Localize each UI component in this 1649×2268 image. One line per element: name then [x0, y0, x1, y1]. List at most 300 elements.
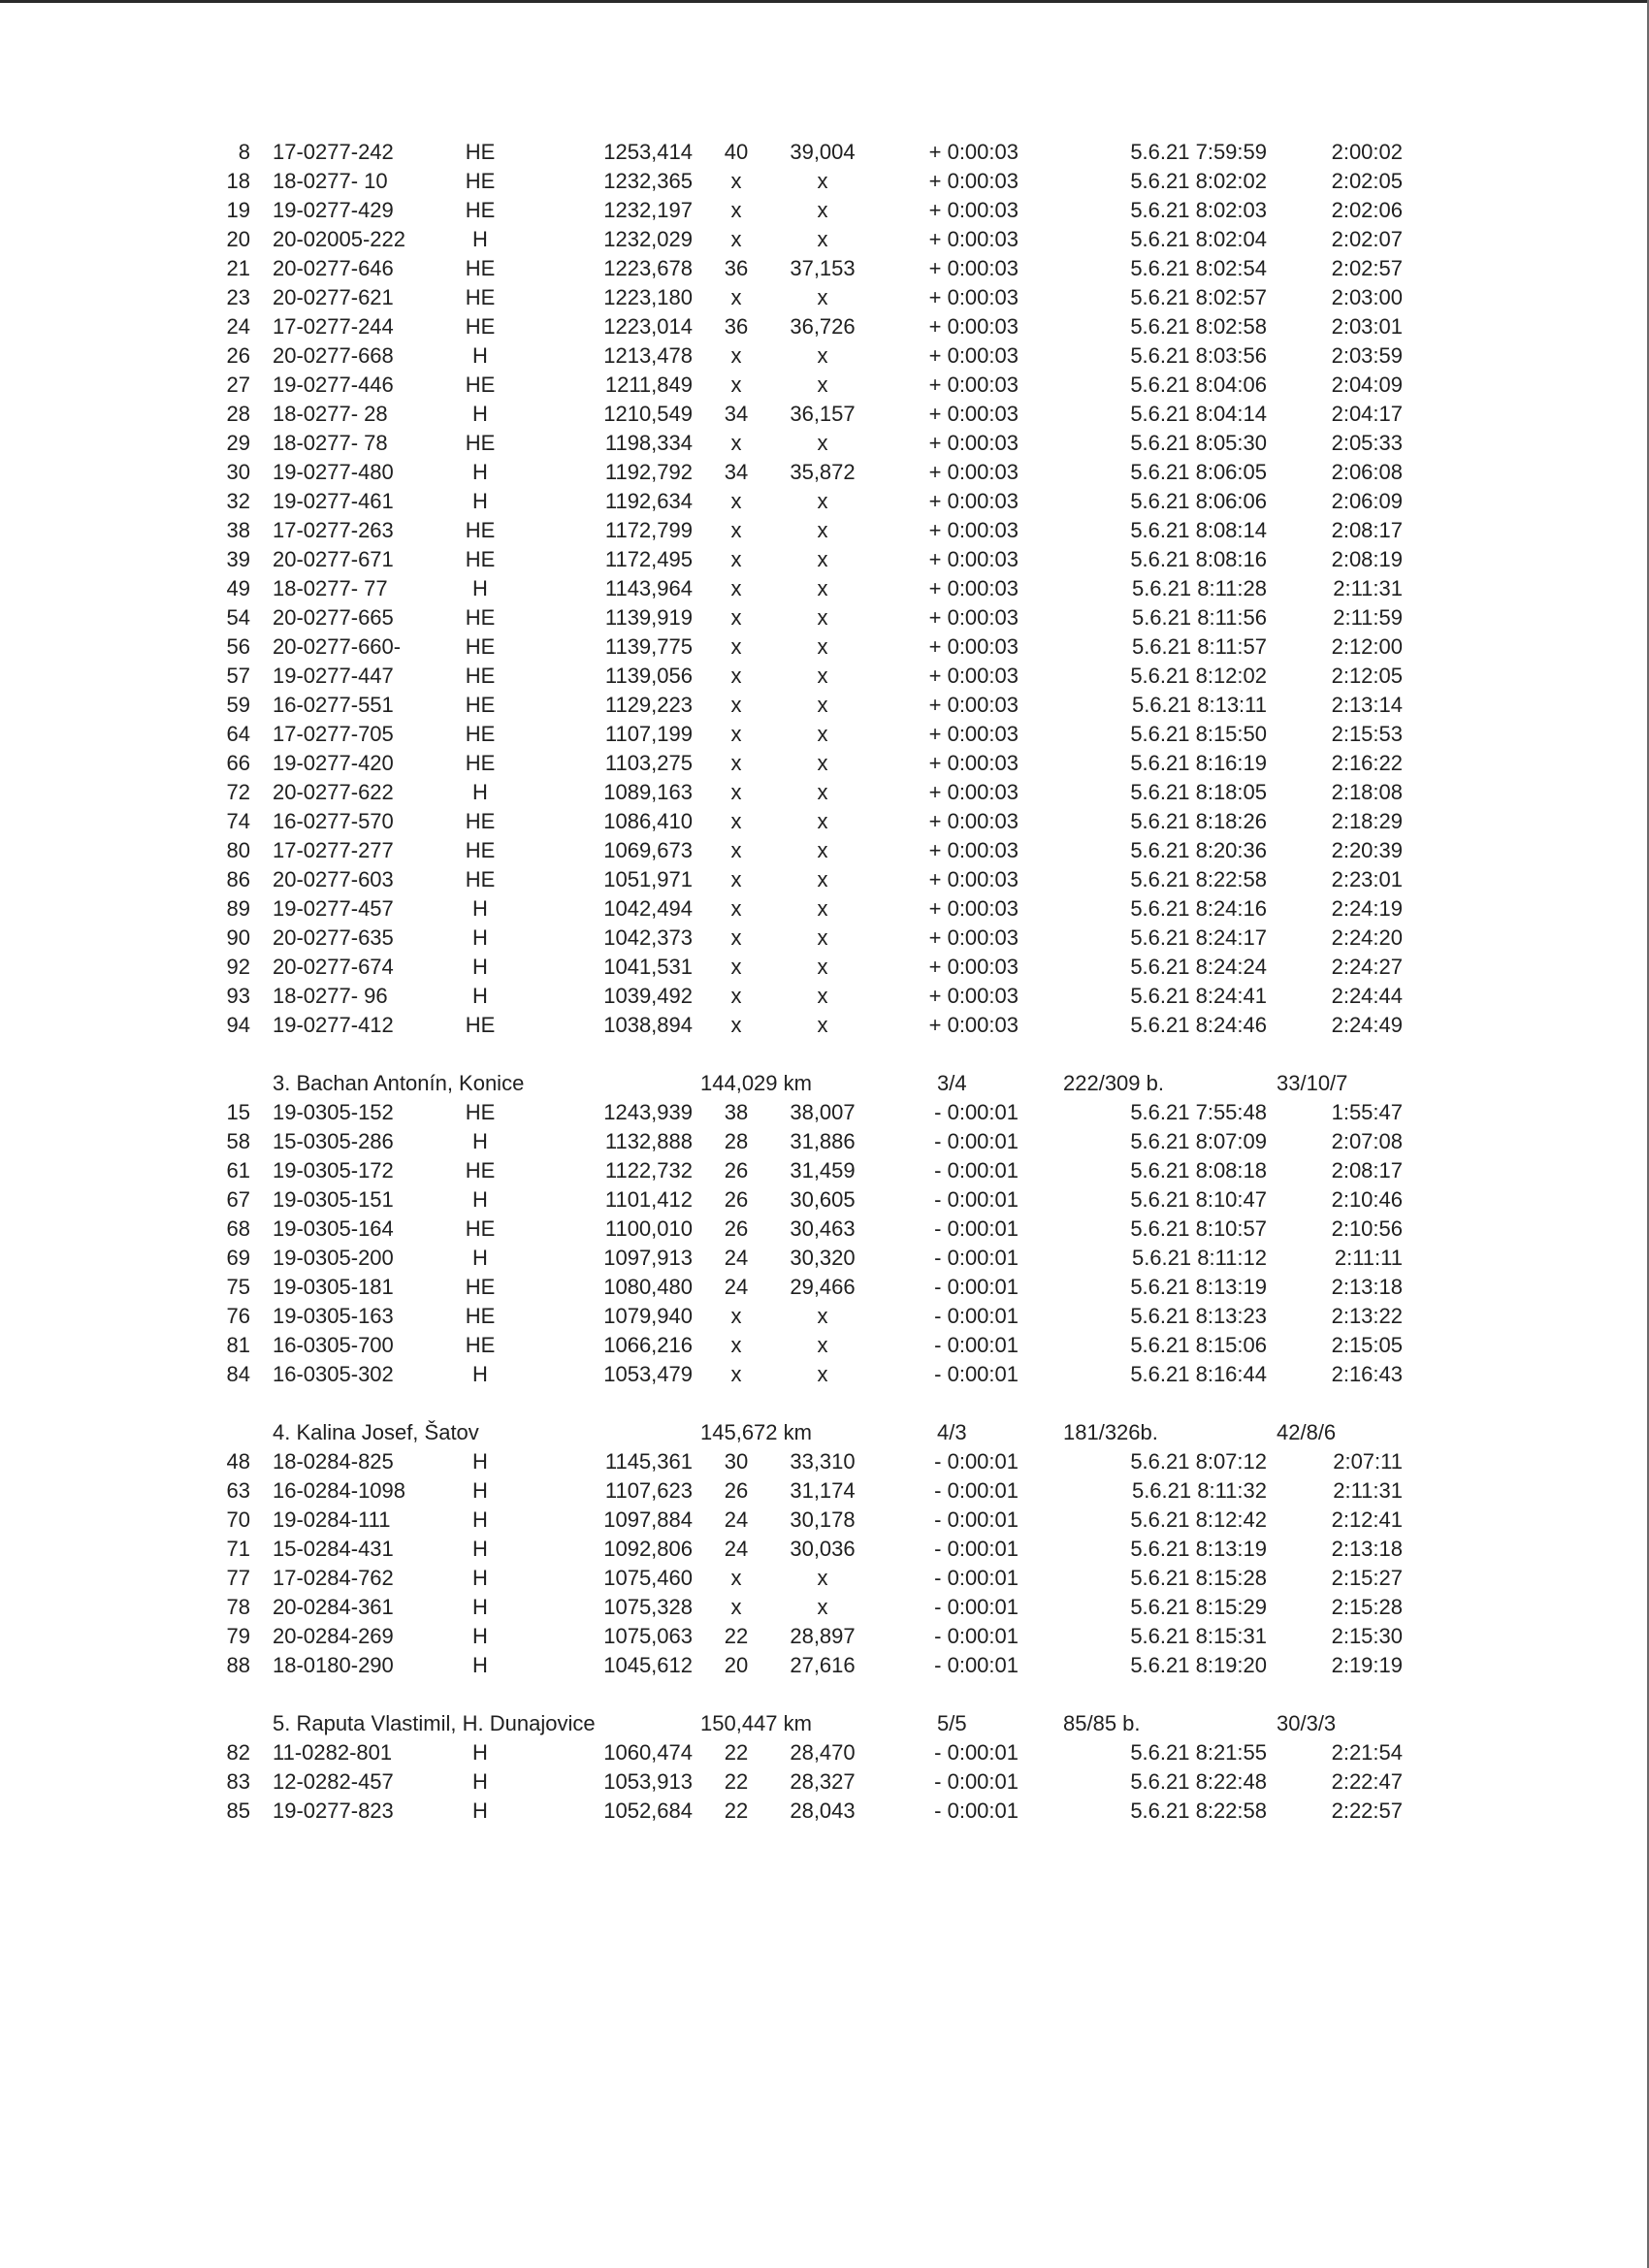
- order-number: 38: [226, 518, 250, 542]
- coefficient: x: [817, 634, 828, 659]
- coefficient: 33,310: [790, 1449, 856, 1474]
- speed: 1041,531: [603, 955, 693, 979]
- speed: 1052,684: [603, 1798, 693, 1823]
- points: 22: [724, 1624, 749, 1648]
- ring-number: 16-0277-570: [273, 809, 394, 833]
- time-correction: + 0:00:03: [928, 693, 1018, 717]
- time-correction: - 0:00:01: [934, 1100, 1018, 1124]
- time-correction: - 0:00:01: [934, 1507, 1018, 1532]
- ranking-fraction: 4/3: [937, 1420, 967, 1444]
- arrival-time: 5.6.21 8:02:02: [1130, 169, 1267, 193]
- points: 38: [724, 1100, 749, 1124]
- points: 30: [724, 1449, 749, 1474]
- ring-number: 20-0284-361: [273, 1595, 394, 1619]
- coefficient: x: [817, 1304, 828, 1328]
- ring-number: 20-0277-671: [273, 547, 394, 571]
- flight-time: 2:02:05: [1331, 169, 1403, 193]
- time-correction: - 0:00:01: [934, 1304, 1018, 1328]
- order-number: 66: [226, 751, 250, 775]
- points: 22: [724, 1740, 749, 1765]
- coefficient: x: [817, 838, 828, 862]
- time-correction: - 0:00:01: [934, 1333, 1018, 1357]
- order-number: 85: [226, 1798, 250, 1823]
- entry-stats: 30/3/3: [1277, 1711, 1337, 1735]
- arrival-time: 5.6.21 7:59:59: [1130, 140, 1267, 164]
- order-number: 80: [226, 838, 250, 862]
- order-number: 29: [226, 431, 250, 455]
- arrival-time: 5.6.21 8:02:03: [1130, 198, 1267, 222]
- coefficient: 31,459: [790, 1158, 856, 1183]
- flight-time: 2:02:57: [1331, 256, 1403, 280]
- speed: 1053,913: [603, 1769, 693, 1794]
- order-number: 26: [226, 343, 250, 368]
- sex: HE: [465, 547, 496, 571]
- flight-time: 2:10:56: [1331, 1216, 1403, 1241]
- sex: H: [472, 576, 488, 600]
- time-correction: + 0:00:03: [928, 896, 1018, 921]
- points: 34: [724, 402, 749, 426]
- sex: HE: [465, 140, 496, 164]
- order-number: 49: [226, 576, 250, 600]
- flight-time: 2:12:05: [1331, 664, 1403, 688]
- speed: 1122,732: [604, 1158, 693, 1183]
- result-row: [0, 254, 1649, 283]
- points: 36: [724, 314, 749, 339]
- result-row: [0, 603, 1649, 632]
- sex: H: [472, 1507, 488, 1532]
- sex: H: [472, 1187, 488, 1212]
- time-correction: - 0:00:01: [934, 1449, 1018, 1474]
- speed: 1192,792: [604, 460, 693, 484]
- distance-km: 150,447 km: [700, 1711, 812, 1735]
- coefficient: 37,153: [790, 256, 856, 280]
- points-total: 85/85 b.: [1063, 1711, 1141, 1735]
- ring-number: 18-0277- 96: [273, 984, 388, 1008]
- order-number: 67: [226, 1187, 250, 1212]
- flight-time: 2:16:43: [1331, 1362, 1403, 1386]
- ring-number: 19-0277-420: [273, 751, 394, 775]
- sex: HE: [465, 169, 496, 193]
- sex: H: [472, 1129, 488, 1153]
- order-number: 8: [238, 140, 250, 164]
- coefficient: x: [817, 198, 828, 222]
- arrival-time: 5.6.21 8:13:19: [1130, 1537, 1267, 1561]
- result-row: [0, 312, 1649, 341]
- speed: 1223,014: [603, 314, 693, 339]
- flight-time: 2:15:28: [1331, 1595, 1403, 1619]
- ring-number: 19-0305-172: [273, 1158, 394, 1183]
- speed: 1075,063: [603, 1624, 693, 1648]
- time-correction: + 0:00:03: [928, 867, 1018, 891]
- speed: 1089,163: [603, 780, 693, 804]
- time-correction: + 0:00:03: [928, 227, 1018, 251]
- order-number: 20: [226, 227, 250, 251]
- flight-time: 2:08:17: [1331, 1158, 1403, 1183]
- ring-number: 16-0305-302: [273, 1362, 394, 1386]
- coefficient: 30,178: [790, 1507, 856, 1532]
- arrival-time: 5.6.21 8:24:16: [1130, 896, 1267, 921]
- sex: H: [472, 460, 488, 484]
- result-row: [0, 749, 1649, 778]
- flight-time: 2:22:57: [1331, 1798, 1403, 1823]
- order-number: 86: [226, 867, 250, 891]
- ring-number: 19-0277-480: [273, 460, 394, 484]
- order-number: 32: [226, 489, 250, 513]
- speed: 1060,474: [603, 1740, 693, 1765]
- scan-top-edge: [0, 0, 1649, 3]
- speed: 1232,197: [603, 198, 693, 222]
- order-number: 71: [226, 1537, 250, 1561]
- flight-time: 2:24:20: [1331, 925, 1403, 950]
- points: 24: [724, 1246, 749, 1270]
- order-number: 56: [226, 634, 250, 659]
- flight-time: 2:04:17: [1331, 402, 1403, 426]
- result-row: [0, 691, 1649, 720]
- ring-number: 20-0277-668: [273, 343, 394, 368]
- order-number: 88: [226, 1653, 250, 1677]
- result-row: [0, 953, 1649, 982]
- result-row: [0, 1767, 1649, 1797]
- arrival-time: 5.6.21 8:02:54: [1130, 256, 1267, 280]
- ring-number: 20-0277-665: [273, 605, 394, 630]
- arrival-time: 5.6.21 8:22:58: [1130, 867, 1267, 891]
- speed: 1132,888: [604, 1129, 693, 1153]
- arrival-time: 5.6.21 8:02:57: [1130, 285, 1267, 309]
- points-total: 222/309 b.: [1063, 1071, 1164, 1095]
- flight-time: 2:13:18: [1331, 1275, 1403, 1299]
- sex: HE: [465, 285, 496, 309]
- coefficient: 28,470: [790, 1740, 856, 1765]
- time-correction: + 0:00:03: [928, 431, 1018, 455]
- sex: HE: [465, 431, 496, 455]
- arrival-time: 5.6.21 8:06:06: [1130, 489, 1267, 513]
- arrival-time: 5.6.21 8:10:57: [1130, 1216, 1267, 1241]
- time-correction: + 0:00:03: [928, 140, 1018, 164]
- flight-time: 2:04:09: [1331, 373, 1403, 397]
- arrival-time: 5.6.21 8:11:12: [1131, 1246, 1267, 1270]
- coefficient: x: [817, 722, 828, 746]
- sex: H: [472, 1566, 488, 1590]
- coefficient: 38,007: [790, 1100, 856, 1124]
- coefficient: x: [817, 809, 828, 833]
- result-row: [0, 865, 1649, 894]
- speed: 1038,894: [603, 1013, 693, 1037]
- flight-time: 2:12:00: [1331, 634, 1403, 659]
- sex: H: [472, 984, 488, 1008]
- ring-number: 20-02005-222: [273, 227, 406, 251]
- ring-number: 11-0282-801: [273, 1740, 393, 1765]
- result-row: [0, 225, 1649, 254]
- points: x: [730, 1595, 742, 1619]
- speed: 1079,940: [603, 1304, 693, 1328]
- time-correction: + 0:00:03: [928, 343, 1018, 368]
- points: x: [730, 285, 742, 309]
- speed: 1107,199: [604, 722, 693, 746]
- speed: 1042,373: [603, 925, 693, 950]
- flight-time: 2:03:59: [1331, 343, 1403, 368]
- speed: 1069,673: [603, 838, 693, 862]
- result-row: [0, 1447, 1649, 1476]
- time-correction: - 0:00:01: [934, 1537, 1018, 1561]
- coefficient: x: [817, 605, 828, 630]
- order-number: 82: [226, 1740, 250, 1765]
- coefficient: 28,043: [790, 1798, 856, 1823]
- order-number: 48: [226, 1449, 250, 1474]
- flight-time: 2:08:19: [1331, 547, 1403, 571]
- flight-time: 2:15:53: [1331, 722, 1403, 746]
- arrival-time: 5.6.21 8:21:55: [1130, 1740, 1267, 1765]
- result-row: [0, 1185, 1649, 1215]
- coefficient: x: [817, 664, 828, 688]
- speed: 1100,010: [604, 1216, 693, 1241]
- arrival-time: 5.6.21 8:13:23: [1130, 1304, 1267, 1328]
- arrival-time: 5.6.21 8:03:56: [1130, 343, 1267, 368]
- result-row: [0, 283, 1649, 312]
- result-row: [0, 1273, 1649, 1302]
- sex: HE: [465, 1013, 496, 1037]
- arrival-time: 5.6.21 8:08:18: [1130, 1158, 1267, 1183]
- order-number: 74: [226, 809, 250, 833]
- coefficient: x: [817, 984, 828, 1008]
- sex: HE: [465, 605, 496, 630]
- flight-time: 2:24:19: [1331, 896, 1403, 921]
- result-row: [0, 1535, 1649, 1564]
- order-number: 24: [226, 314, 250, 339]
- sex: HE: [465, 809, 496, 833]
- points: x: [730, 431, 742, 455]
- sex: H: [472, 1537, 488, 1561]
- speed: 1213,478: [603, 343, 693, 368]
- result-row: [0, 778, 1649, 807]
- speed: 1172,495: [604, 547, 693, 571]
- sex: HE: [465, 664, 496, 688]
- time-correction: + 0:00:03: [928, 809, 1018, 833]
- flight-time: 2:07:11: [1333, 1449, 1403, 1474]
- time-correction: + 0:00:03: [928, 285, 1018, 309]
- order-number: 84: [226, 1362, 250, 1386]
- ring-number: 19-0277-412: [273, 1013, 394, 1037]
- points: x: [730, 955, 742, 979]
- ring-number: 19-0277-823: [273, 1798, 394, 1823]
- sex: H: [472, 1798, 488, 1823]
- arrival-time: 5.6.21 8:07:09: [1130, 1129, 1267, 1153]
- points: x: [730, 1566, 742, 1590]
- speed: 1253,414: [603, 140, 693, 164]
- order-number: 28: [226, 402, 250, 426]
- order-number: 59: [226, 693, 250, 717]
- time-correction: - 0:00:01: [934, 1769, 1018, 1794]
- fancier-header: [0, 1069, 1649, 1098]
- ring-number: 20-0277-603: [273, 867, 394, 891]
- result-row: [0, 720, 1649, 749]
- speed: 1097,884: [603, 1507, 693, 1532]
- time-correction: + 0:00:03: [928, 605, 1018, 630]
- flight-time: 2:16:22: [1331, 751, 1403, 775]
- coefficient: 35,872: [790, 460, 856, 484]
- flight-time: 2:02:07: [1331, 227, 1403, 251]
- result-row: [0, 632, 1649, 662]
- time-correction: + 0:00:03: [928, 576, 1018, 600]
- sex: HE: [465, 1158, 496, 1183]
- sex: H: [472, 1362, 488, 1386]
- time-correction: + 0:00:03: [928, 780, 1018, 804]
- ring-number: 20-0277-621: [273, 285, 394, 309]
- flight-time: 2:19:19: [1331, 1653, 1403, 1677]
- coefficient: 28,897: [790, 1624, 856, 1648]
- sex: HE: [465, 867, 496, 891]
- result-row: [0, 1506, 1649, 1535]
- ring-number: 19-0305-152: [273, 1100, 394, 1124]
- flight-time: 1:55:47: [1331, 1100, 1403, 1124]
- distance-km: 144,029 km: [700, 1071, 812, 1095]
- result-row: [0, 1127, 1649, 1156]
- coefficient: x: [817, 431, 828, 455]
- order-number: 89: [226, 896, 250, 921]
- time-correction: + 0:00:03: [928, 722, 1018, 746]
- points: x: [730, 518, 742, 542]
- flight-time: 2:00:02: [1331, 140, 1403, 164]
- time-correction: - 0:00:01: [934, 1362, 1018, 1386]
- arrival-time: 5.6.21 8:15:28: [1130, 1566, 1267, 1590]
- coefficient: 30,605: [790, 1187, 856, 1212]
- fancier-name: 5. Raputa Vlastimil, H. Dunajovice: [273, 1711, 596, 1735]
- flight-time: 2:06:09: [1331, 489, 1403, 513]
- speed: 1039,492: [603, 984, 693, 1008]
- order-number: 68: [226, 1216, 250, 1241]
- points: x: [730, 198, 742, 222]
- ring-number: 19-0305-163: [273, 1304, 394, 1328]
- coefficient: x: [817, 1595, 828, 1619]
- arrival-time: 5.6.21 7:55:48: [1130, 1100, 1267, 1124]
- ring-number: 16-0277-551: [273, 693, 394, 717]
- sex: H: [472, 1246, 488, 1270]
- result-row: [0, 1098, 1649, 1127]
- points: x: [730, 1362, 742, 1386]
- speed: 1139,056: [604, 664, 693, 688]
- arrival-time: 5.6.21 8:22:48: [1130, 1769, 1267, 1794]
- points-total: 181/326b.: [1063, 1420, 1158, 1444]
- points: x: [730, 896, 742, 921]
- arrival-time: 5.6.21 8:02:58: [1130, 314, 1267, 339]
- arrival-time: 5.6.21 8:24:17: [1130, 925, 1267, 950]
- flight-time: 2:23:01: [1331, 867, 1403, 891]
- result-row: [0, 1331, 1649, 1360]
- speed: 1101,412: [604, 1187, 693, 1212]
- time-correction: + 0:00:03: [928, 664, 1018, 688]
- flight-time: 2:15:05: [1331, 1333, 1403, 1357]
- speed: 1223,180: [603, 285, 693, 309]
- flight-time: 2:13:18: [1331, 1537, 1403, 1561]
- order-number: 93: [226, 984, 250, 1008]
- result-row: [0, 574, 1649, 603]
- speed: 1129,223: [604, 693, 693, 717]
- result-row: [0, 836, 1649, 865]
- sex: HE: [465, 751, 496, 775]
- result-row: [0, 458, 1649, 487]
- speed: 1053,479: [603, 1362, 693, 1386]
- result-row: [0, 1244, 1649, 1273]
- arrival-time: 5.6.21 8:13:19: [1130, 1275, 1267, 1299]
- sex: HE: [465, 373, 496, 397]
- ring-number: 19-0277-447: [273, 664, 394, 688]
- arrival-time: 5.6.21 8:02:04: [1130, 227, 1267, 251]
- points: 26: [724, 1158, 749, 1183]
- result-row: [0, 341, 1649, 371]
- time-correction: + 0:00:03: [928, 838, 1018, 862]
- points: x: [730, 867, 742, 891]
- points: 22: [724, 1769, 749, 1794]
- ring-number: 17-0284-762: [273, 1566, 394, 1590]
- sex: HE: [465, 256, 496, 280]
- coefficient: x: [817, 780, 828, 804]
- order-number: 21: [226, 256, 250, 280]
- ring-number: 19-0305-200: [273, 1246, 394, 1270]
- sex: HE: [465, 314, 496, 339]
- entry-stats: 42/8/6: [1277, 1420, 1337, 1444]
- flight-time: 2:12:41: [1331, 1507, 1403, 1532]
- sex: H: [472, 343, 488, 368]
- time-correction: + 0:00:03: [928, 256, 1018, 280]
- sex: HE: [465, 722, 496, 746]
- flight-time: 2:11:31: [1333, 1478, 1403, 1503]
- points: 26: [724, 1478, 749, 1503]
- order-number: 76: [226, 1304, 250, 1328]
- order-number: 30: [226, 460, 250, 484]
- coefficient: x: [817, 227, 828, 251]
- sex: HE: [465, 1100, 496, 1124]
- arrival-time: 5.6.21 8:15:50: [1130, 722, 1267, 746]
- result-row: [0, 196, 1649, 225]
- ring-number: 17-0277-244: [273, 314, 394, 339]
- coefficient: x: [817, 955, 828, 979]
- flight-time: 2:18:08: [1331, 780, 1403, 804]
- speed: 1080,480: [603, 1275, 693, 1299]
- arrival-time: 5.6.21 8:07:12: [1130, 1449, 1267, 1474]
- coefficient: x: [817, 489, 828, 513]
- result-row: [0, 487, 1649, 516]
- sex: HE: [465, 838, 496, 862]
- result-row: [0, 1156, 1649, 1185]
- result-row: [0, 1011, 1649, 1040]
- points: 34: [724, 460, 749, 484]
- section-spacer: [0, 1389, 1649, 1418]
- flight-time: 2:11:59: [1333, 605, 1403, 630]
- ring-number: 20-0277-635: [273, 925, 394, 950]
- points: 24: [724, 1275, 749, 1299]
- order-number: 94: [226, 1013, 250, 1037]
- arrival-time: 5.6.21 8:04:06: [1130, 373, 1267, 397]
- flight-time: 2:24:49: [1331, 1013, 1403, 1037]
- speed: 1232,029: [603, 227, 693, 251]
- time-correction: - 0:00:01: [934, 1275, 1018, 1299]
- result-row: [0, 662, 1649, 691]
- sex: H: [472, 402, 488, 426]
- sex: HE: [465, 693, 496, 717]
- points: 40: [724, 140, 749, 164]
- sex: HE: [465, 1304, 496, 1328]
- points: 26: [724, 1187, 749, 1212]
- fancier-name: 4. Kalina Josef, Šatov: [273, 1420, 479, 1444]
- result-row: [0, 545, 1649, 574]
- order-number: 70: [226, 1507, 250, 1532]
- points: x: [730, 664, 742, 688]
- time-correction: - 0:00:01: [934, 1246, 1018, 1270]
- sex: H: [472, 925, 488, 950]
- speed: 1145,361: [604, 1449, 693, 1474]
- ring-number: 19-0305-164: [273, 1216, 394, 1241]
- points: 26: [724, 1216, 749, 1241]
- time-correction: + 0:00:03: [928, 402, 1018, 426]
